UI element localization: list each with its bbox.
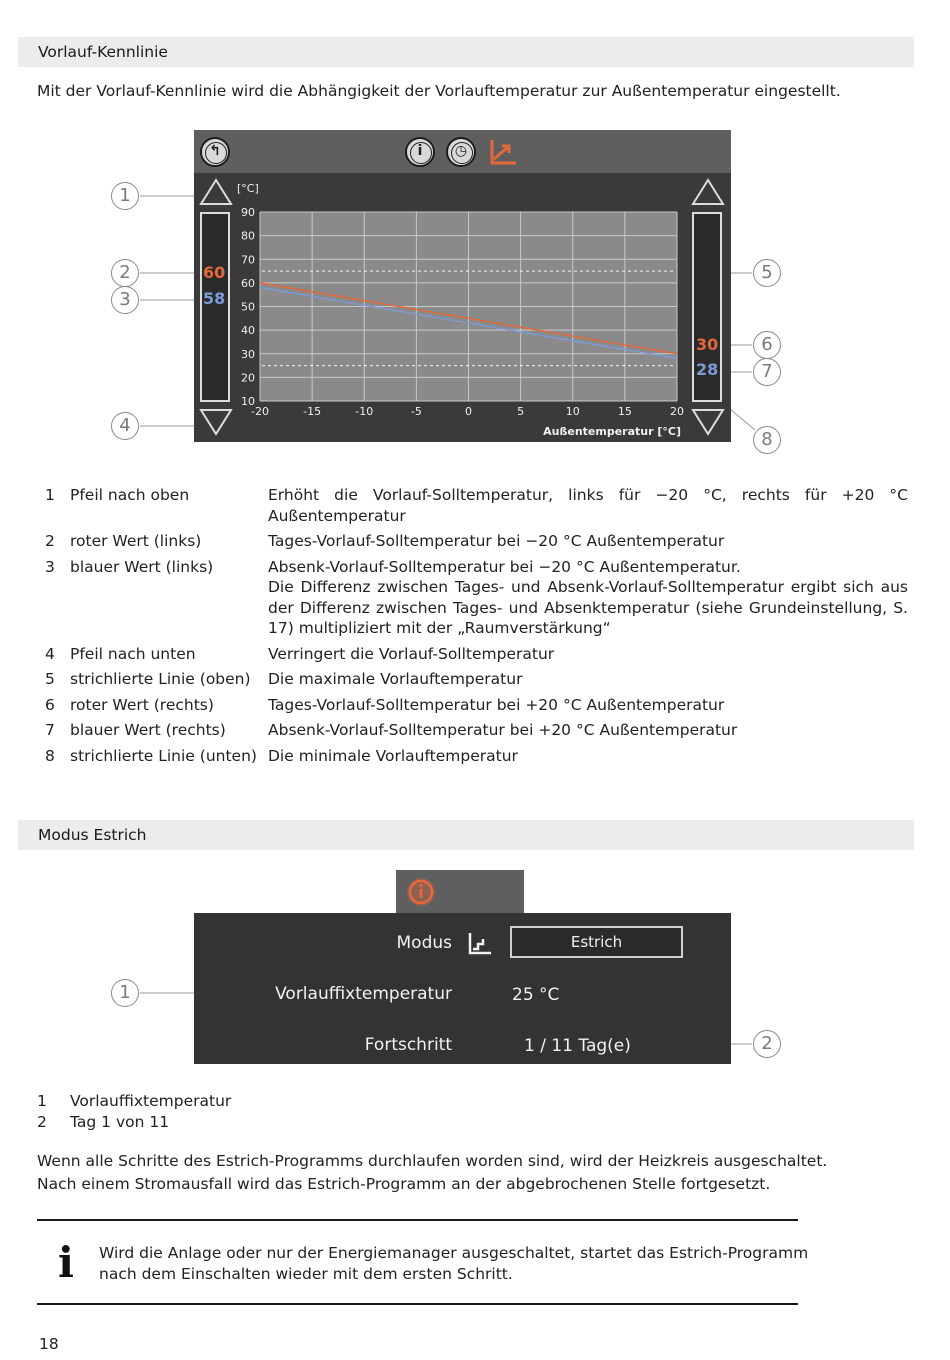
info-line: nach dem Einschalten wieder mit dem ersten Schritt. (99, 1264, 513, 1283)
legend-num: 2 (45, 532, 55, 550)
legend-label: Pfeil nach oben (70, 486, 190, 504)
mode-label: Modus (396, 933, 452, 953)
left-blue-value: 58 (203, 289, 226, 308)
legend-row (37, 485, 908, 531)
legend-row (37, 746, 908, 772)
y-tick-label: 90 (241, 206, 255, 219)
y-tick-label: 20 (241, 371, 255, 385)
back-icon[interactable]: ↰ (200, 137, 230, 167)
callout-6: 6 (753, 331, 781, 359)
legend-desc: Tages-Vorlauf-Solltemperatur bei −20 °C Außentemperatur (268, 532, 725, 550)
y-tick-label: 10 (241, 395, 255, 408)
x-axis-label: Außentemperatur [°C] (543, 425, 681, 438)
legend-num: 8 (45, 746, 55, 765)
intro-paragraph: Mit der Vorlauf-Kennlinie wird die Abhängigkeit der Vorlauftemperatur zur Außentemperatur eingestellt. (37, 82, 841, 100)
y-tick-label: 50 (241, 300, 255, 314)
legend-desc: Die maximale Vorlauftemperatur (268, 670, 523, 688)
legend-num: 1 (45, 486, 55, 504)
right-red-value: 30 (696, 335, 719, 354)
right-down-arrow-icon[interactable] (691, 408, 725, 436)
progress-label: Fortschritt (364, 1035, 452, 1055)
legend-label: blauer Wert (rechts) (70, 721, 226, 739)
legend-table-1 (37, 485, 908, 771)
legend-desc: Verringert die Vorlauf-Solltemperatur (268, 644, 555, 663)
info-note (99, 1243, 808, 1284)
legend-desc: Tages-Vorlauf-Solltemperatur bei +20 °C Außentemperatur (268, 695, 725, 714)
callout-7: 7 (753, 358, 781, 386)
left-down-arrow-icon[interactable] (199, 408, 233, 436)
right-blue-value: 28 (696, 360, 719, 379)
legend-num: 1 (37, 1092, 47, 1110)
legend-label: strichlierte Linie (oben) (70, 670, 251, 688)
info-line: Wird die Anlage oder nur der Energiemanager ausgeschaltet, startet das Estrich-Programm (99, 1244, 809, 1262)
x-tick-label: -5 (410, 405, 422, 418)
x-tick-label: 10 (565, 405, 580, 418)
estrich-screen (194, 913, 731, 1064)
legend-desc: Absenk-Vorlauf-Solltemperatur bei −20 °C Außentemperatur. (268, 557, 741, 576)
legend-desc: Erhöht die Vorlauf-Solltemperatur, links für −20 °C, rechts für +20 °C Außentemperatur (268, 486, 908, 525)
legend-num: 2 (37, 1112, 47, 1131)
info-icon[interactable]: i (405, 137, 435, 167)
legend-label: Vorlauffixtemperatur (70, 1092, 232, 1110)
x-tick-label: 5 (517, 405, 525, 418)
page-number: 18 (39, 1335, 59, 1353)
info-symbol-icon: i (58, 1238, 74, 1287)
y-tick-label: 40 (241, 324, 255, 338)
legend-desc: Absenk-Vorlauf-Solltemperatur bei +20 °C Außentemperatur (268, 721, 738, 739)
section-title: Vorlauf-Kennlinie (38, 43, 168, 61)
y-axis-label: [°C] (237, 182, 259, 195)
legend-desc-group (268, 557, 908, 644)
paragraph-line: Wenn alle Schritte des Estrich-Programms durchlaufen worden sind, wird der Heizkreis ausgeschaltet. (37, 1152, 828, 1170)
progress-value: 1 / 11 Tag(e) (524, 1036, 631, 1056)
section-header-modus-estrich (18, 820, 914, 850)
legend-num: 6 (45, 695, 55, 714)
info-bottom-rule (37, 1303, 798, 1305)
y-tick-label: 60 (241, 276, 255, 290)
screed-mode-icon (467, 930, 493, 956)
callout-3: 3 (111, 286, 139, 314)
x-tick-label: -10 (355, 405, 374, 418)
legend-label: blauer Wert (links) (70, 557, 214, 576)
flow-fix-temperature-label: Vorlauffixtemperatur (275, 984, 452, 1004)
legend-num: 3 (45, 557, 55, 576)
legend-label: roter Wert (rechts) (70, 695, 214, 714)
x-tick-label: 0 (465, 405, 472, 418)
callout-1: 1 (111, 182, 139, 210)
legend-row (37, 531, 908, 557)
legend-num: 4 (45, 644, 55, 663)
clock-icon[interactable]: ◷ (446, 137, 476, 167)
x-tick-label: -15 (303, 405, 322, 418)
legend-desc-extra: Die Differenz zwischen Tages- und Absenk-Vorlauf-Solltemperatur ergibt sich aus der Differenz zwischen Tages- und Absenktemperatur (siehe Grundeinstellung, S. 17) multipliziert mit der „Raumverstärkung“ (268, 578, 908, 637)
right-up-arrow-icon[interactable] (691, 178, 725, 206)
flow-fix-temperature-value[interactable]: 25 °C (512, 985, 560, 1005)
legend-row (37, 1091, 231, 1112)
legend-label: strichlierte Linie (unten) (70, 746, 257, 765)
legend-num: 5 (45, 670, 55, 688)
left-up-arrow-icon[interactable] (199, 178, 233, 206)
y-tick-label: 30 (241, 347, 255, 361)
curve-icon[interactable] (488, 137, 520, 167)
callout-8: 8 (753, 426, 781, 454)
legend-label: Pfeil nach unten (70, 644, 196, 663)
callout-2: 2 (753, 1030, 781, 1058)
legend-row (37, 644, 908, 670)
heating-curve-screen (194, 130, 731, 442)
legend-row (37, 1112, 231, 1133)
y-tick-label: 70 (241, 253, 255, 267)
screen-toolbar (194, 130, 731, 173)
mode-select-button[interactable]: Estrich (510, 926, 683, 958)
legend-label: Tag 1 von 11 (70, 1112, 170, 1131)
callout-2: 2 (111, 259, 139, 287)
callout-4: 4 (111, 412, 139, 440)
legend-list-2 (37, 1091, 231, 1132)
x-tick-label: 20 (670, 405, 684, 418)
legend-row (37, 557, 908, 644)
legend-label: roter Wert (links) (70, 532, 202, 550)
paragraph-line: Nach einem Stromausfall wird das Estrich-Programm an der abgebrochenen Stelle fortgesetzt. (37, 1175, 771, 1193)
left-red-value: 60 (203, 263, 226, 282)
callout-1: 1 (111, 979, 139, 1007)
heating-curve-chart (234, 178, 684, 442)
legend-row (37, 695, 908, 721)
legend-row (37, 669, 908, 695)
info-top-rule (37, 1219, 798, 1221)
legend-row (37, 720, 908, 746)
legend-desc: Die minimale Vorlauftemperatur (268, 746, 518, 765)
legend-num: 7 (45, 721, 55, 739)
callout-5: 5 (753, 259, 781, 287)
x-tick-label: -20 (251, 405, 269, 418)
x-tick-label: 15 (617, 405, 632, 418)
y-tick-label: 80 (241, 229, 255, 243)
section-title: Modus Estrich (38, 826, 147, 844)
